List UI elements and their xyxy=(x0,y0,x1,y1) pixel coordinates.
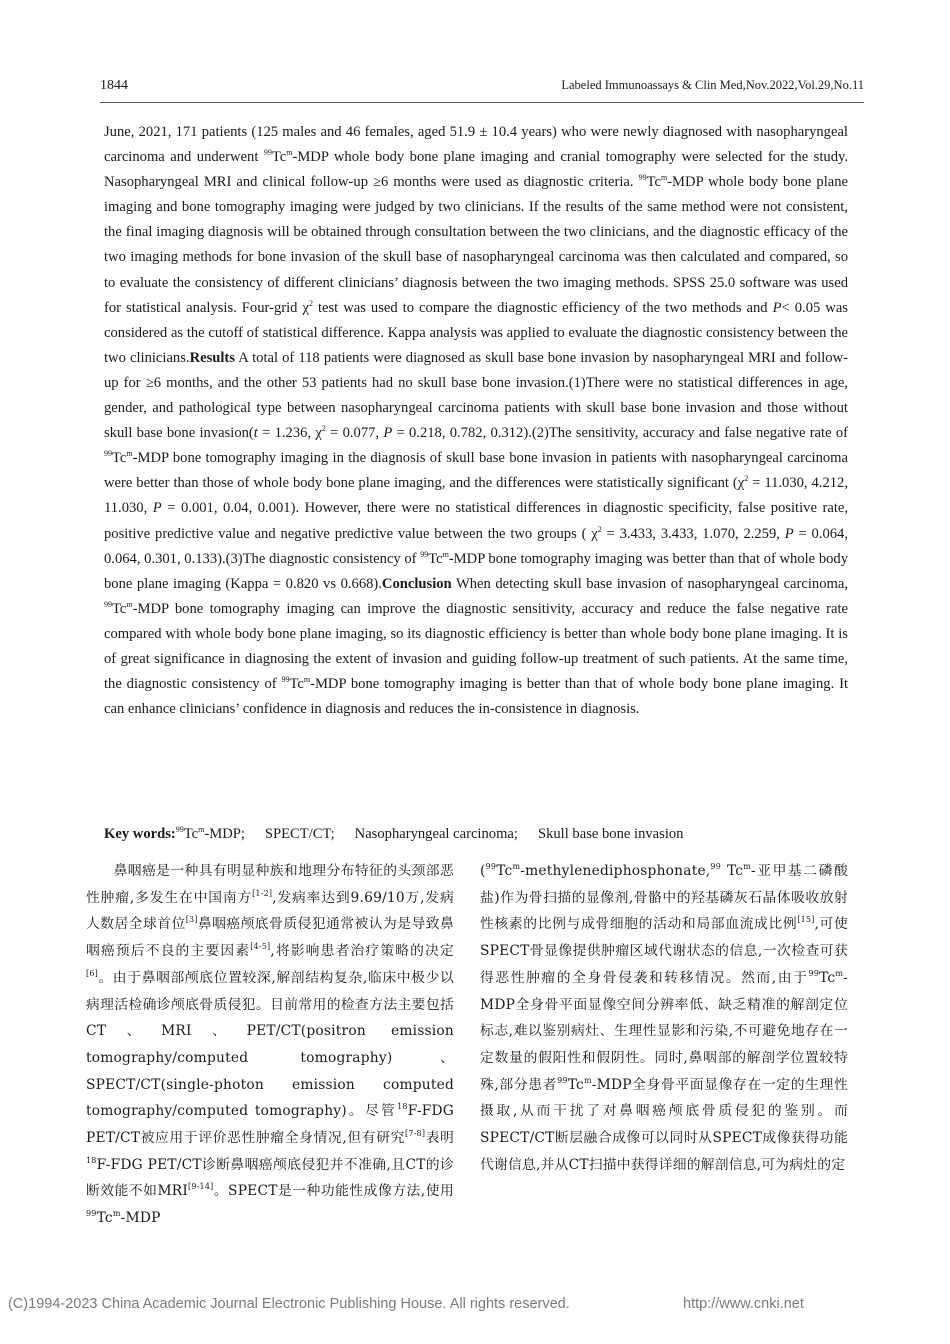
keyword: Skull base bone invasion xyxy=(537,826,684,842)
abstract-paragraph: June, 2021, 171 patients (125 males and 46 females, aged 51.9 ± 10.4 years) who were newly diagnosed with nasopharyngeal carcinoma and underwent $^{99}$Tc$^m$-MDP whole body bone plane imaging and cranial tomography were selected for the study. Nasopharyngeal MRI and clinical follow-up ≥6 months were used as diagnostic criteria. $^{99}$Tc$^m$-MDP whole body bone plane imaging and bone tomography imaging were judged by two clinicians. If the results of the same method were not consistent, the final imaging diagnosis will be obtained through consultation between the two clinicians, and the diagnostic efficacy of the two imaging methods for bone invasion of the skull base of nasopharyngeal carcinoma was then calculated and compared, so to evaluate the consistency of different clinicians’ diagnosis between the two imaging methods. SPSS 25.0 software was used for statistical analysis. Four-grid $\chi^2$ test was used to compare the diagnostic efficiency of the two methods and P< 0.05 was considered as the cutoff of statistical difference. Kappa analysis was applied to evaluate the diagnostic consistency between the two clinicians.Results A total of 118 patients were diagnosed as skull base bone invasion by nasopharyngeal MRI and follow-up for ≥6 months, and the other 53 patients had no skull base bone invasion.(1)There were no statistical differences in age, gender, and pathological type between nasopharyngeal carcinoma patients with skull base bone invasion and those without skull base bone invasion(t = 1.236, $\chi^2 = 0.077$, P = 0.218, 0.782, 0.312).(2)The sensitivity, accuracy and false negative rate of $^{99}$Tc$^m$-MDP bone tomography imaging in the diagnosis of skull base bone invasion in patients with nasopharyngeal carcinoma were better than those of whole body bone plane imaging, and the differences were statistically significant ($\chi^2 = 11.030$, 4.212, 11.030, P = 0.001, 0.04, 0.001). However, there were no statistical differences in diagnostic specificity, false positive rate, positive predictive value and negative predictive value between the two groups ( $\chi^2 = 3.433$, 3.433, 1.070, 2.259, P = 0.064, 0.064, 0.301, 0.133).(3)The diagnostic consistency of $^{99}$Tc$^m$-MDP bone tomography imaging was better than that of whole body bone plane imaging (Kappa = 0.820 vs 0.668).Conclusion When detecting skull base invasion of nasopharyngeal carcinoma, $^{99}$Tc$^m$-MDP bone tomography imaging can improve the diagnostic sensitivity, accuracy and reduce the false negative rate compared with whole body bone plane imaging, so its diagnostic efficiency is better than whole body bone plane imaging. It is of great significance in diagnosing the extent of invasion and guiding follow-up treatment of such patients. At the same time, the diagnostic consistency of $^{99}$Tc$^m$-MDP bone tomography imaging is better than that of whole body bone plane imaging. It can enhance clinicians’ confidence in diagnosis and reduces the in-consistence in diagnosis. xyxy=(104,124,849,718)
citation: [4-5] xyxy=(250,942,271,952)
body-paragraph: ($^{99}$Tc$^m$-methylenediphosphonate,$^{99}$ Tc$^m$-亚甲基二磷酸盐)作为骨扫描的显像剂,骨骼中的羟基磷灰石晶体吸收放射性核素的比例与成骨细胞的活动和局部血流成比例[15],可使SPECT骨显像提供肿瘤区域代谢状态的信息,一次检查可获得恶性肿瘤的全身骨侵袭和转移情况。然而,由于$^{99}$Tc$^m$-MDP全身骨平面显像空间分辨率低、缺乏精准的解剖定位标志,难以鉴别病灶、生理性显影和污染,不可避免地存在一定数量的假阳性和假阴性。同时,鼻咽部的解剖学位置较特殊,部分患者$^{99}$Tc$^m$-MDP全身骨平面显像存在一定的生理性摄取,从而干扰了对鼻咽癌颅底骨质侵犯的鉴别。而SPECT/CT断层融合成像可以同时从SPECT成像获得功能代谢信息,并从CT扫描中获得详细的解剖信息,可为病灶的定 xyxy=(480,862,848,1173)
results-label: Results xyxy=(189,349,235,366)
body-right-column xyxy=(480,858,848,1178)
citation: [1-2] xyxy=(252,888,273,898)
header-rule xyxy=(100,102,864,103)
keywords-line: Key words:$^{99}$Tc$^m$-MDP; SPECT/CT; Nasopharyngeal carcinoma; Skull base bone invasion xyxy=(104,825,684,842)
citation: [6] xyxy=(86,968,98,978)
citation: [3] xyxy=(185,915,198,925)
english-abstract xyxy=(104,120,848,722)
conclusion-label: Conclusion xyxy=(381,575,452,592)
page-footer xyxy=(8,1296,804,1312)
keyword: SPECT/CT; xyxy=(264,826,335,842)
page-header xyxy=(100,78,864,100)
citation: [15] xyxy=(797,915,815,925)
keyword: -MDP; xyxy=(204,826,245,842)
keyword: Nasopharyngeal carcinoma; xyxy=(354,826,518,842)
keywords-label: Key words: xyxy=(104,826,176,842)
footer-url: http://www.cnki.net xyxy=(683,1296,804,1312)
journal-citation: Labeled Immunoassays & Clin Med,Nov.2022,Vol.29,No.11 xyxy=(561,78,864,92)
body-paragraph: 鼻咽癌是一种具有明显种族和地理分布特征的头颈部恶性肿瘤,多发生在中国南方[1-2],发病率达到9.69/10万,发病人数居全球首位[3]鼻咽癌颅底骨质侵犯通常被认为是导致鼻咽癌预后不良的主要因素[4-5],将影响患者治疗策略的决定[6]。由于鼻咽部颅底位置较深,解剖结构复杂,临床中极少以病理活检确诊颅底骨质侵犯。目前常用的检查方法主要包括CT、MRI、PET/CT(positron emission tomography/computed tomography)、SPECT/CT(single-photon emission computed tomography/computed tomography)。尽管$^{18}$F-FDG PET/CT被应用于评价恶性肿瘤全身情况,但有研究[7-8]表明$^{18}$F-FDG PET/CT诊断鼻咽癌颅底侵犯并不准确,且CT的诊断效能不如MRI[9-14]。SPECT是一种功能性成像方法,使用$^{99}$Tc$^m$-MDP xyxy=(86,863,454,1227)
copyright-notice: (C)1994-2023 China Academic Journal Electronic Publishing House. All rights reserved. xyxy=(8,1296,570,1312)
citation: [9-14] xyxy=(188,1182,214,1192)
page-number: 1844 xyxy=(100,78,128,93)
citation: [7-8] xyxy=(405,1129,426,1139)
body-left-column xyxy=(86,858,454,1232)
